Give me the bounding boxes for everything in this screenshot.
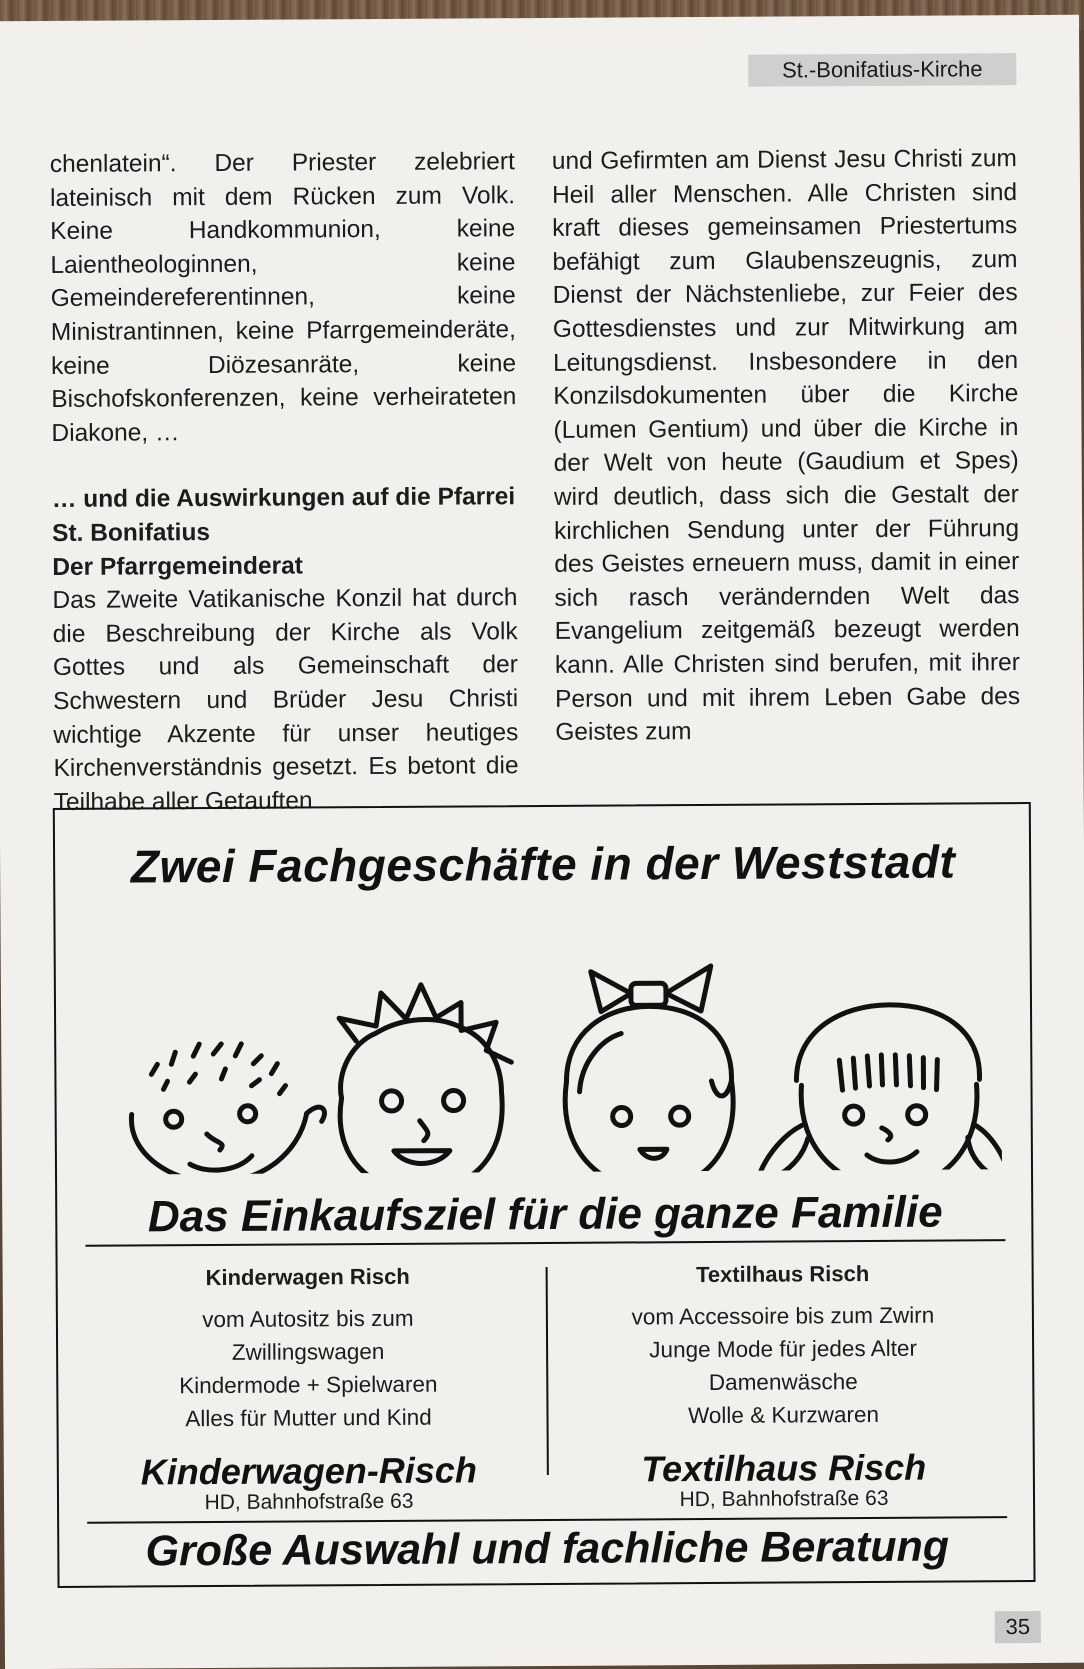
page-number: 35	[995, 1611, 1041, 1643]
ad-slogan: Das Einkaufsziel für die ganze Familie	[85, 1187, 1005, 1247]
shop-line: Zwillingswagen	[231, 1338, 385, 1365]
shop-line: vom Autositz bis zum	[202, 1305, 414, 1333]
body-paragraph: und Gefirmten am Dienst Jesu Christi zum Heil aller Menschen. Alle Christen sind kraft dieses gemeinsamen Priestertums befähigt zum Glaubenszeugnis, zum Dienst der Nächstenliebe, zur Feier des Gottesdienstes und zur Mitwirkung am Leitungsdienst. Insbesondere in den Konzilsdokumenten über die Kirche (Lumen Gentium) und über die Kirche in der Welt von heute (Gaudium et Spes) wird deutlich, dass sich die Gestalt der kirchlichen Sendung unter der Führung des Geistes erneuern muss, damit in einer sich rasch verändernden Welt das Evangelium zeitgemäß bezeugt werden kann. Alle Christen sind berufen, mit ihrer Person und mit ihrem Leben Gabe des Geistes zum	[551, 145, 1021, 747]
right-column	[552, 142, 1021, 750]
shop-line: Kindermode + Spielwaren	[179, 1371, 438, 1399]
body-paragraph: Das Zweite Vatikanische Konzil hat durch die Beschreibung der Kirche als Volk Gottes und als Gemeinschaft der Schwestern und Brüder Jesu Christi wichtige Akzente für unser heutiges Kirchenverständnis gesetzt. Es betont die Teilhabe aller Getauften	[52, 584, 519, 816]
shop-line: Damenwäsche	[708, 1369, 858, 1395]
shop-line: Wolle & Kurzwaren	[687, 1401, 880, 1429]
children-faces-illustration	[100, 919, 1002, 1174]
shop-heading: Kinderwagen Risch	[205, 1263, 410, 1291]
shop-line: Junge Mode für jedes Alter	[649, 1335, 918, 1363]
body-paragraph: chenlatein“. Der Priester zelebriert lateinisch mit dem Rücken zum Volk. Keine Handkommunion, keine Laientheologinnen, keine Gemeindereferentinnen, keine Ministrantinnen, keine Pfarrgemeinderäte, keine Diözesanräte, keine Bischofskonferenzen, keine verheirateten Diakone, …	[49, 148, 517, 447]
subsection-heading: Der Pfarrgemeinderat	[52, 551, 303, 581]
shop-address: HD, Bahnhofstraße 63	[204, 1489, 414, 1515]
shop-divider	[546, 1267, 549, 1475]
shop-name: Kinderwagen-Risch	[140, 1449, 477, 1493]
girl-with-bow-face	[564, 966, 733, 1175]
shop-address: HD, Bahnhofstraße 63	[679, 1486, 889, 1512]
shop-textilhaus	[563, 1260, 1005, 1513]
ad-footer: Große Auswahl und fachliche Beratung	[145, 1522, 950, 1576]
curly-hair-boy-face	[131, 1043, 325, 1174]
magazine-page	[0, 15, 1084, 1669]
section-header: St.-Bonifatius-Kirche	[748, 53, 1016, 87]
ad-title: Zwei Fachgeschäfte in der Weststadt	[130, 835, 956, 893]
left-column	[50, 145, 519, 819]
shop-heading: Textilhaus Risch	[695, 1261, 870, 1288]
girl-with-pigtails-face	[756, 1004, 1002, 1175]
shop-name: Textilhaus Risch	[641, 1446, 927, 1490]
section-heading: … und die Auswirkungen auf die Pfarrei St. Bonifatius	[51, 483, 516, 547]
shop-line: Alles für Mutter und Kind	[185, 1404, 432, 1432]
shop-line: vom Accessoire bis zum Zwirn	[631, 1302, 935, 1330]
spiky-hair-boy-face	[339, 984, 512, 1175]
shop-kinderwagen	[88, 1263, 530, 1516]
advertisement	[53, 802, 1036, 1588]
